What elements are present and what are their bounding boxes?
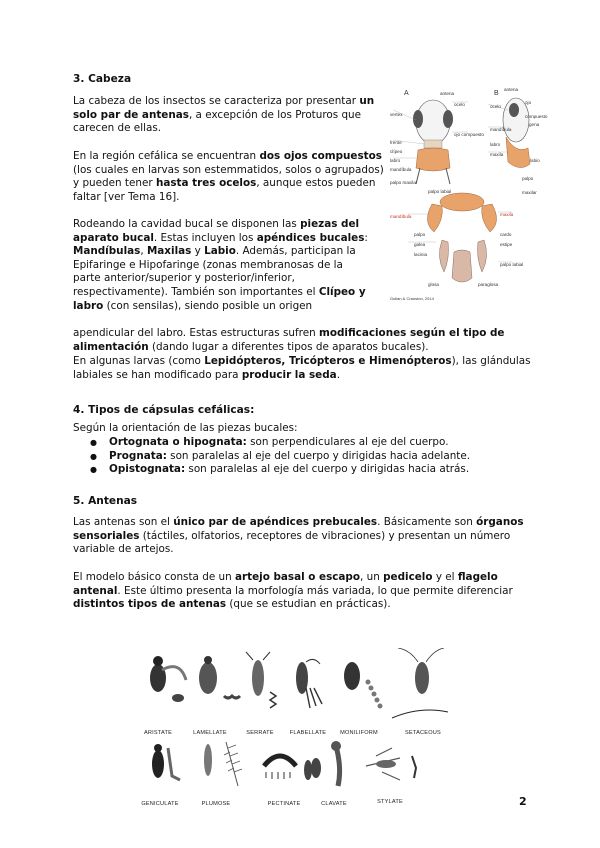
text-run: , <box>140 245 147 258</box>
label-labro: labro <box>390 158 401 163</box>
text-run: Prognata: <box>109 449 167 462</box>
text-run: piezas del aparato bucal <box>73 218 360 244</box>
list-item-opistognata <box>73 463 543 477</box>
text-run: órganos sensoriales <box>73 516 524 542</box>
label-b-mandibula: mandíbula <box>490 127 512 132</box>
text-run: dos ojos compuestos <box>259 150 382 162</box>
section-3-paragraph-2 <box>73 150 385 204</box>
lamellate-illustration <box>199 656 240 698</box>
label-c-lacinia: lacinia <box>414 252 428 257</box>
text-run: pedicelo <box>383 571 433 583</box>
section-3-paragraph-3 <box>73 218 373 313</box>
label-c-maxila: maxila <box>500 212 514 217</box>
label-c-cardo: cardo <box>500 232 512 237</box>
section-3-paragraph-1 <box>73 95 385 136</box>
antenna-types-figure <box>130 648 460 808</box>
text-run: . <box>336 368 340 381</box>
text-run: son perpendiculares al eje del cuerpo. <box>246 436 449 448</box>
text-run: , a excepción de los Proturos que carecen de ellas. <box>73 108 362 135</box>
label-vertex: vertex <box>390 112 403 117</box>
text-run: (dando lugar a diferentes tipos de aparatos bucales). <box>148 340 429 353</box>
label-c-mandibula: mandíbula <box>390 214 412 219</box>
text-run: , aunque estos pueden faltar [ver Tema 16]. <box>73 177 376 203</box>
text-run: , un <box>360 571 384 583</box>
text-run: flagelo antenal <box>73 571 498 597</box>
page-number: 2 <box>519 795 527 808</box>
caption-geniculate: GENICULATE <box>141 801 179 807</box>
label-b-palpo-maxilar: palpo maxilar <box>522 176 537 195</box>
label-ocelo: ocelo <box>454 102 465 107</box>
text-run: Rodeando la cavidad bucal se disponen las <box>73 218 301 230</box>
text-run: . Básicamente son <box>377 516 477 528</box>
text-run: . Este último presenta la morfología más variada, lo que permite diferenciar <box>117 584 513 597</box>
label-frente: frente <box>390 140 402 145</box>
stylate-illustration <box>366 748 416 780</box>
text-run: El modelo básico consta de un <box>73 571 235 583</box>
setaceous-illustration <box>392 648 448 718</box>
label-c-glosa: glosa <box>428 282 439 287</box>
caption-serrate: SERRATE <box>246 730 274 736</box>
section-5-heading: 5. Antenas <box>73 495 138 507</box>
label-clipeo: clípeo <box>390 149 403 154</box>
label-palpo-labial: palpo labial <box>428 189 452 194</box>
section-5-paragraph-2 <box>73 571 535 612</box>
section-3-paragraph-3-continued <box>73 327 533 354</box>
text-run: son paralelas al eje del cuerpo y dirigidas hacia adelante. <box>166 449 471 462</box>
text-run: Maxilas <box>146 245 192 258</box>
text-run: (táctiles, olfatorios, receptores de vibraciones) y presentan un número variable de artejos. <box>73 529 511 556</box>
label-b-maxila: maxila <box>490 152 504 157</box>
text-run: y <box>191 245 205 258</box>
text-run: único par de apéndices prebucales <box>173 516 378 528</box>
label-c-galea: galea <box>414 242 426 247</box>
text-run: apendicular del labro. Estas estructuras sufren <box>73 327 319 339</box>
label-ojo-compuesto: ojo compuesto <box>454 132 484 137</box>
serrate-illustration <box>246 652 276 708</box>
text-run: En algunas larvas (como <box>73 355 205 367</box>
caption-pectinate: PECTINATE <box>267 801 301 807</box>
text-run: Mandíbulas <box>73 245 141 258</box>
text-run: artejo basal o escapo <box>234 571 361 583</box>
label-b-labio: labio <box>530 158 540 163</box>
text-run: Labio <box>204 245 236 258</box>
label-b-ocelo: ocelo <box>490 104 501 109</box>
panel-label-b: B <box>494 90 499 97</box>
label-c-palpo-labial: palpo labial <box>500 262 524 267</box>
head-capsule-types-list <box>73 436 543 477</box>
caption-clavate: CLAVATE <box>321 801 347 807</box>
label-b-ojo: ojo compuesto <box>525 100 548 119</box>
text-run: . Estas incluyen los <box>153 231 257 244</box>
label-b-labro: labro <box>490 142 501 147</box>
caption-aristate: ARISTATE <box>143 730 173 736</box>
section-5-paragraph-1 <box>73 516 533 557</box>
list-item-ortognata <box>73 436 543 450</box>
text-run: Opistognata: <box>109 463 186 476</box>
text-run: : <box>364 231 368 244</box>
plumose-illustration <box>204 742 242 786</box>
text-run: Lepidópteros, Tricópteros e Himenópteros <box>204 355 452 367</box>
text-run: apéndices bucales <box>256 231 365 244</box>
section-4-intro: Según la orientación de las piezas bucales: <box>73 422 298 434</box>
figure-credit: Gullan & Cranston, 2014 <box>390 296 434 301</box>
text-run: Ortognata o hipognata: <box>109 436 247 448</box>
text-run: La cabeza de los insectos se caracteriza por presentar <box>73 95 360 107</box>
text-run: (los cuales en larvas son estemmatidos, solos o agrupados) y pueden tener <box>73 163 384 190</box>
panel-label-a: A <box>404 90 409 97</box>
section-4-heading: 4. Tipos de cápsulas cefálicas: <box>73 404 255 416</box>
label-b-gena: gena <box>529 122 540 127</box>
text-run: Clípeo y labro <box>73 285 366 312</box>
section-3-heading: 3. Cabeza <box>73 73 132 85</box>
caption-flabellate: FLABELLATE <box>289 730 327 736</box>
text-run: (con sensilas), siendo posible un origen <box>103 299 313 312</box>
label-c-paraglosa: paraglosa <box>478 282 499 287</box>
text-run: son paralelas al eje del cuerpo y dirigidas hacia atrás. <box>185 463 470 476</box>
aristate-illustration <box>150 656 186 702</box>
label-c-palpo: palpo <box>414 232 426 237</box>
text-run: y el <box>432 571 458 583</box>
geniculate-illustration <box>152 744 180 780</box>
label-mandibula: mandíbula <box>390 167 412 172</box>
text-run: producir la seda <box>241 368 337 381</box>
clavate-illustration <box>311 741 341 786</box>
label-b-antena: antena <box>504 87 519 92</box>
label-palpo-maxilar: palpo maxilar <box>390 180 418 185</box>
caption-stylate: STYLATE <box>377 799 403 805</box>
text-run: ), las glándulas labiales se han modificado para <box>73 355 531 381</box>
label-c-estipe: estipe <box>500 242 513 247</box>
text-run: distintos tipos de antenas <box>73 598 227 611</box>
list-item-prognata <box>73 450 543 464</box>
caption-setaceous: SETACEOUS <box>405 730 441 736</box>
label-antena: antena <box>440 91 455 96</box>
text-run: hasta tres ocelos <box>155 177 257 190</box>
text-run: un solo par de antenas <box>73 95 375 121</box>
section-3-paragraph-4 <box>73 355 535 382</box>
text-run: modificaciones según el tipo de alimentación <box>73 327 505 353</box>
caption-moniliform: MONILIFORM <box>340 730 378 736</box>
caption-plumose: PLUMOSE <box>201 801 231 807</box>
text-run: Las antenas son el <box>73 516 174 528</box>
flabellate-illustration <box>296 659 322 708</box>
text-run: (que se estudian en prácticas). <box>226 598 391 611</box>
text-run: En la región cefálica se encuentran <box>73 150 260 162</box>
text-run: . Además, participan la Epifaringe e Hipofaringe (zonas membranosas de la parte anterior/superior y posterior/inferior, respectivamente). También son importantes el <box>73 245 356 298</box>
caption-lamellate: LAMELLATE <box>193 730 227 736</box>
insect-head-figure <box>388 82 548 302</box>
moniliform-illustration <box>344 662 383 709</box>
pectinate-illustration <box>264 756 312 780</box>
